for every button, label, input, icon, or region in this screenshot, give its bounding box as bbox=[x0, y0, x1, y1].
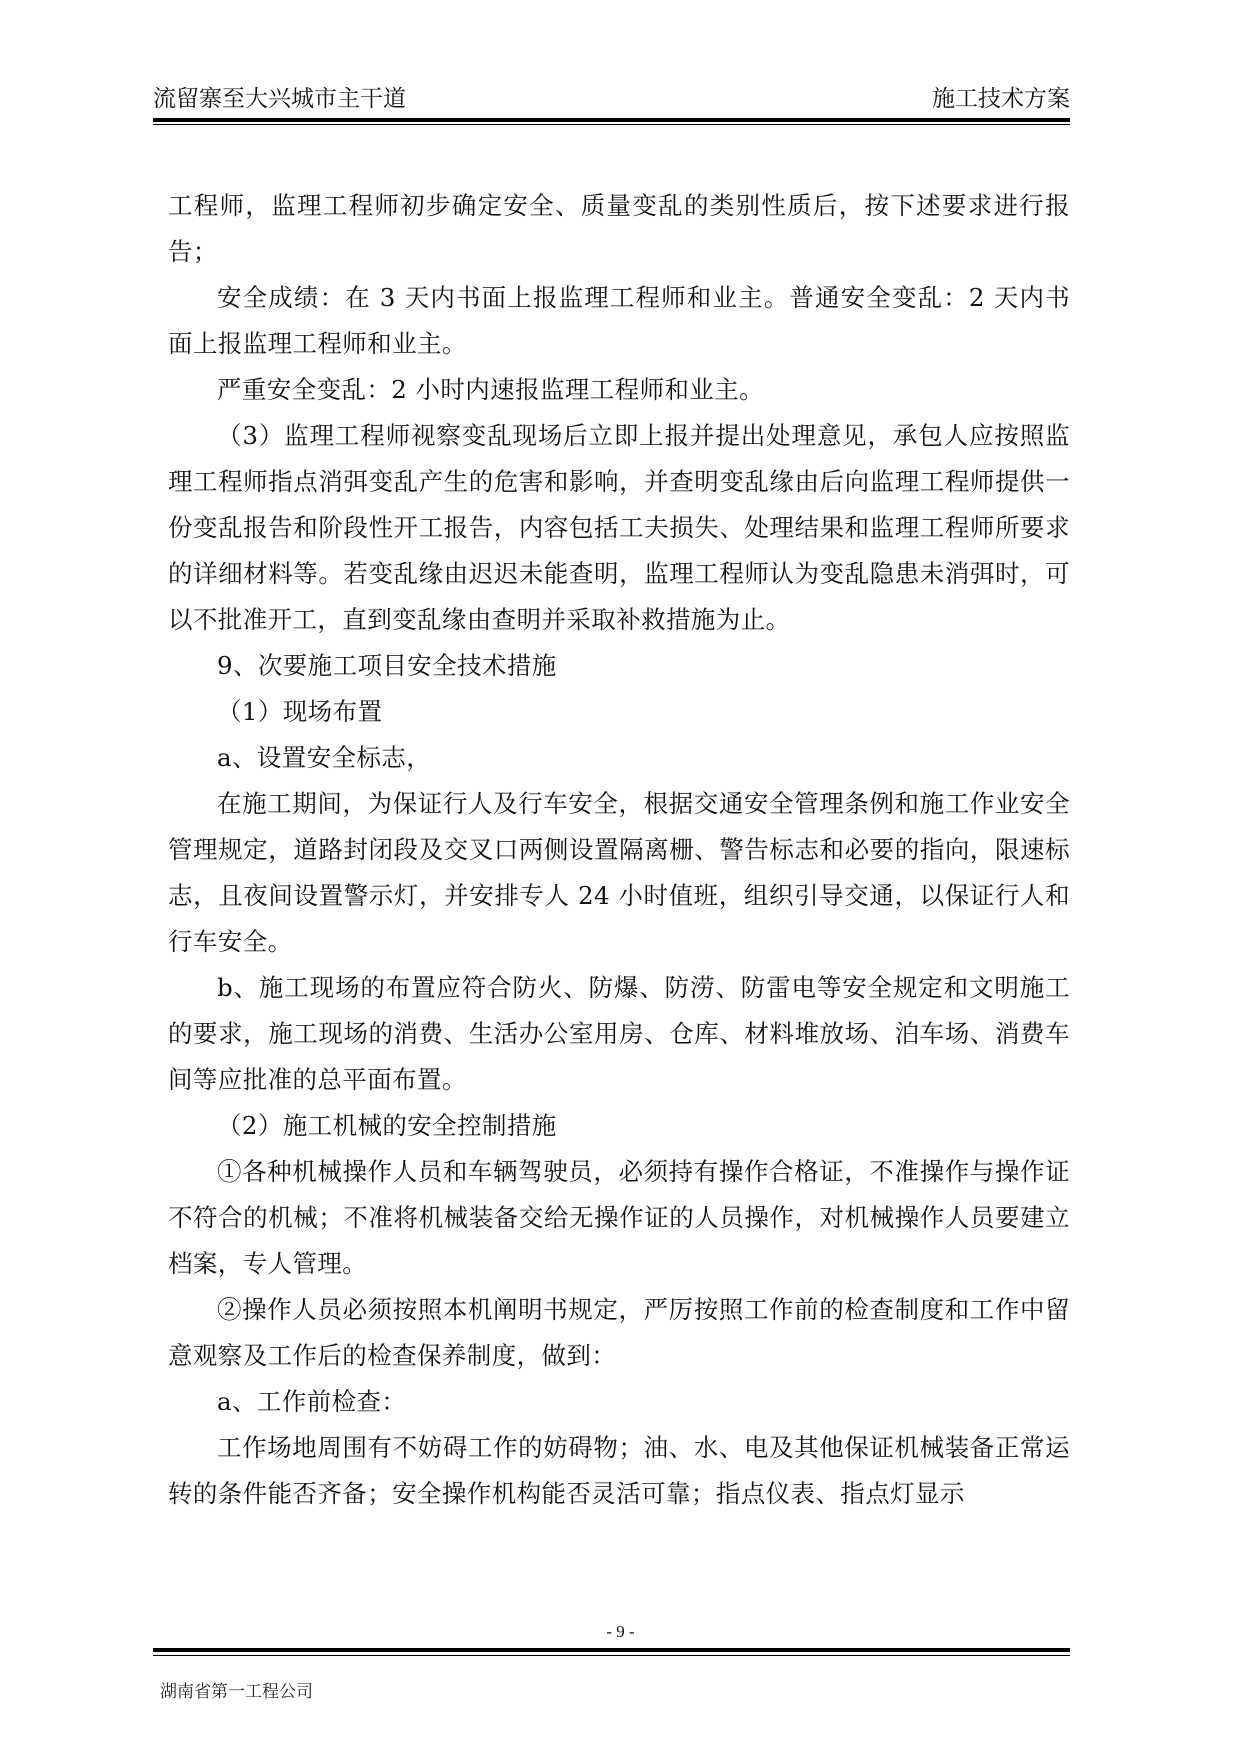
item-1-operators: ①各种机械操作人员和车辆驾驶员，必须持有操作合格证，不准操作与操作证不符合的机械；不准将机械装备交给无操作证的人员操作，对机械操作人员要建立档案，专人管理。 bbox=[168, 1157, 1070, 1278]
subheading-machinery-safety: （2）施工机械的安全控制措施 bbox=[217, 1111, 557, 1140]
item-a-pre-work-check: a、工作前检查： bbox=[217, 1387, 407, 1416]
footer-company: 湖南省第一工程公司 bbox=[160, 1682, 313, 1702]
page-number: - 9 - bbox=[606, 1622, 635, 1641]
section-heading-9: 9、次要施工项目安全技术措施 bbox=[217, 651, 557, 680]
header-doc-type: 施工技术方案 bbox=[932, 86, 1070, 112]
header-rule-thick bbox=[153, 118, 1070, 122]
paragraph-8: 在施工期间，为保证行人及行车安全，根据交通安全管理条例和施工作业安全管理规定，道路封闭段及交叉口两侧设置隔离栅、警告标志和必要的指向，限速标志，且夜间设置警示灯，并安排专人 24 小时值班，组织引导交通，以保证行人和行车安全。 bbox=[168, 789, 1070, 956]
paragraph-14: 工作场地周围有不妨碍工作的妨碍物；油、水、电及其他保证机械装备正常运转的条件能否齐备；安全操作机构能否灵活可靠；指点仪表、指点灯显示 bbox=[168, 1433, 1070, 1508]
header-rule-thin bbox=[153, 124, 1070, 125]
header-project-title: 流留寨至大兴城市主干道 bbox=[153, 86, 406, 112]
item-a-safety-signs: a、设置安全标志， bbox=[217, 743, 432, 772]
paragraph-1: 工程师，监理工程师初步确定安全、质量变乱的类别性质后，按下述要求进行报告； bbox=[168, 191, 1070, 266]
subheading-site-layout: （1）现场布置 bbox=[217, 697, 383, 726]
paragraph-3: 严重安全变乱：2 小时内速报监理工程师和业主。 bbox=[217, 375, 765, 404]
footer-rule-thick bbox=[153, 1648, 1070, 1652]
body-text bbox=[168, 183, 1070, 1517]
page-header bbox=[153, 78, 1070, 118]
footer-rule-thin bbox=[153, 1655, 1070, 1656]
paragraph-4: （3）监理工程师视察变乱现场后立即上报并提出处理意见，承包人应按照监理工程师指点消弭变乱产生的危害和影响，并查明变乱缘由后向监理工程师提供一份变乱报告和阶段性开工报告，内容包括工夫损失、处理结果和监理工程师所要求的详细材料等。若变乱缘由迟迟未能查明，监理工程师认为变乱隐患未消弭时，可以不批准开工，直到变乱缘由查明并采取补救措施为止。 bbox=[168, 421, 1070, 634]
item-b-site-layout: b、施工现场的布置应符合防火、防爆、防涝、防雷电等安全规定和文明施工的要求，施工现场的消费、生活办公室用房、仓库、材料堆放场、泊车场、消费车间等应批准的总平面布置。 bbox=[168, 973, 1070, 1094]
item-2-operating-rules: ②操作人员必须按照本机阐明书规定，严厉按照工作前的检查制度和工作中留意观察及工作后的检查保养制度，做到： bbox=[168, 1295, 1070, 1370]
paragraph-2: 安全成绩：在 3 天内书面上报监理工程师和业主。普通安全变乱：2 天内书面上报监理工程师和业主。 bbox=[168, 283, 1070, 358]
